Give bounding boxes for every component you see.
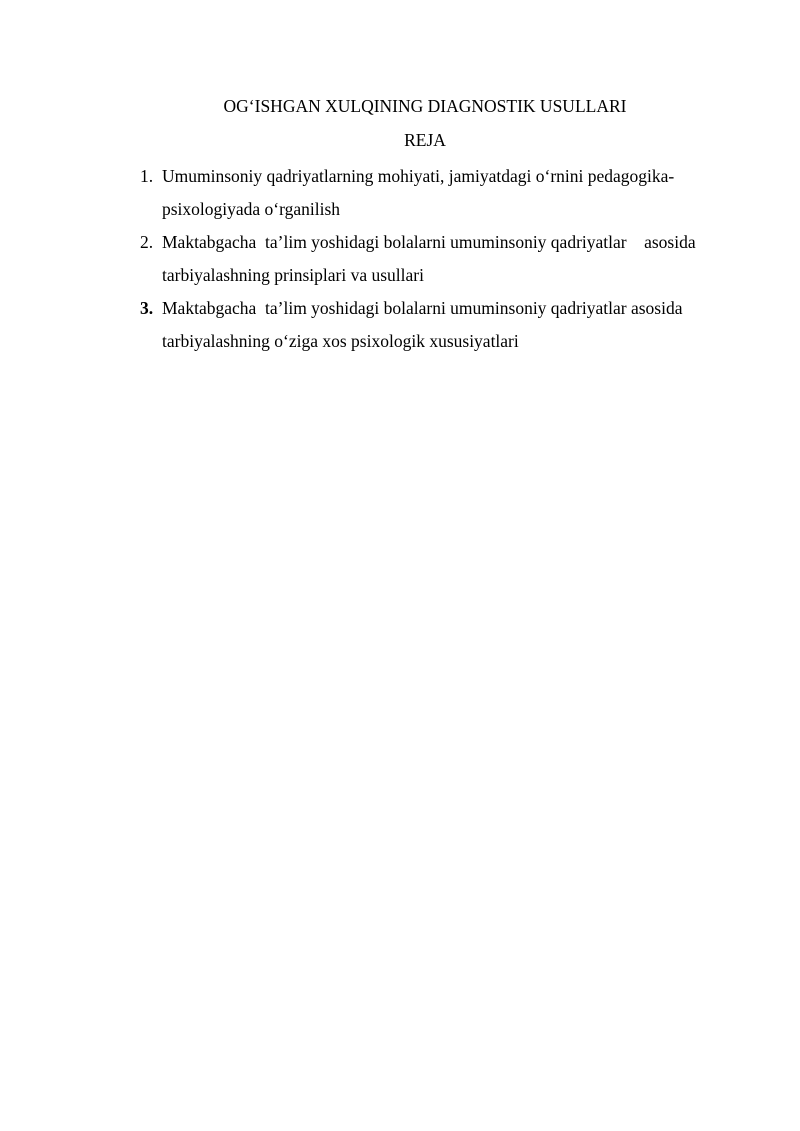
list-item-text: tarbiyalashning prinsiplari va usullari [162, 265, 424, 285]
document-title: OG‘ISHGAN XULQINING DIAGNOSTIK USULLARI [223, 96, 627, 116]
plan-list [140, 160, 740, 358]
document-subtitle: REJA [404, 130, 446, 150]
list-item [140, 226, 740, 292]
list-item-text: tarbiyalashning o‘ziga xos psixologik xususiyatlari [162, 331, 519, 351]
list-item-number: 2. [140, 232, 154, 252]
list-item-text: psixologiyada o‘rganilish [162, 199, 341, 219]
list-item-text: Umuminsoniy qadriyatlarning mohiyati, jamiyatdagi o‘rnini pedagogika- [162, 166, 675, 186]
list-item-number: 1. [140, 166, 154, 186]
list-item-number: 3. [140, 298, 154, 318]
list-item [140, 160, 740, 226]
list-item-text: Maktabgacha ta’lim yoshidagi bolalarni umuminsoniy qadriyatlar asosida [162, 298, 683, 318]
list-item [140, 292, 740, 358]
list-item-text: Maktabgacha ta’lim yoshidagi bolalarni umuminsoniy qadriyatlar asosida [162, 232, 696, 252]
